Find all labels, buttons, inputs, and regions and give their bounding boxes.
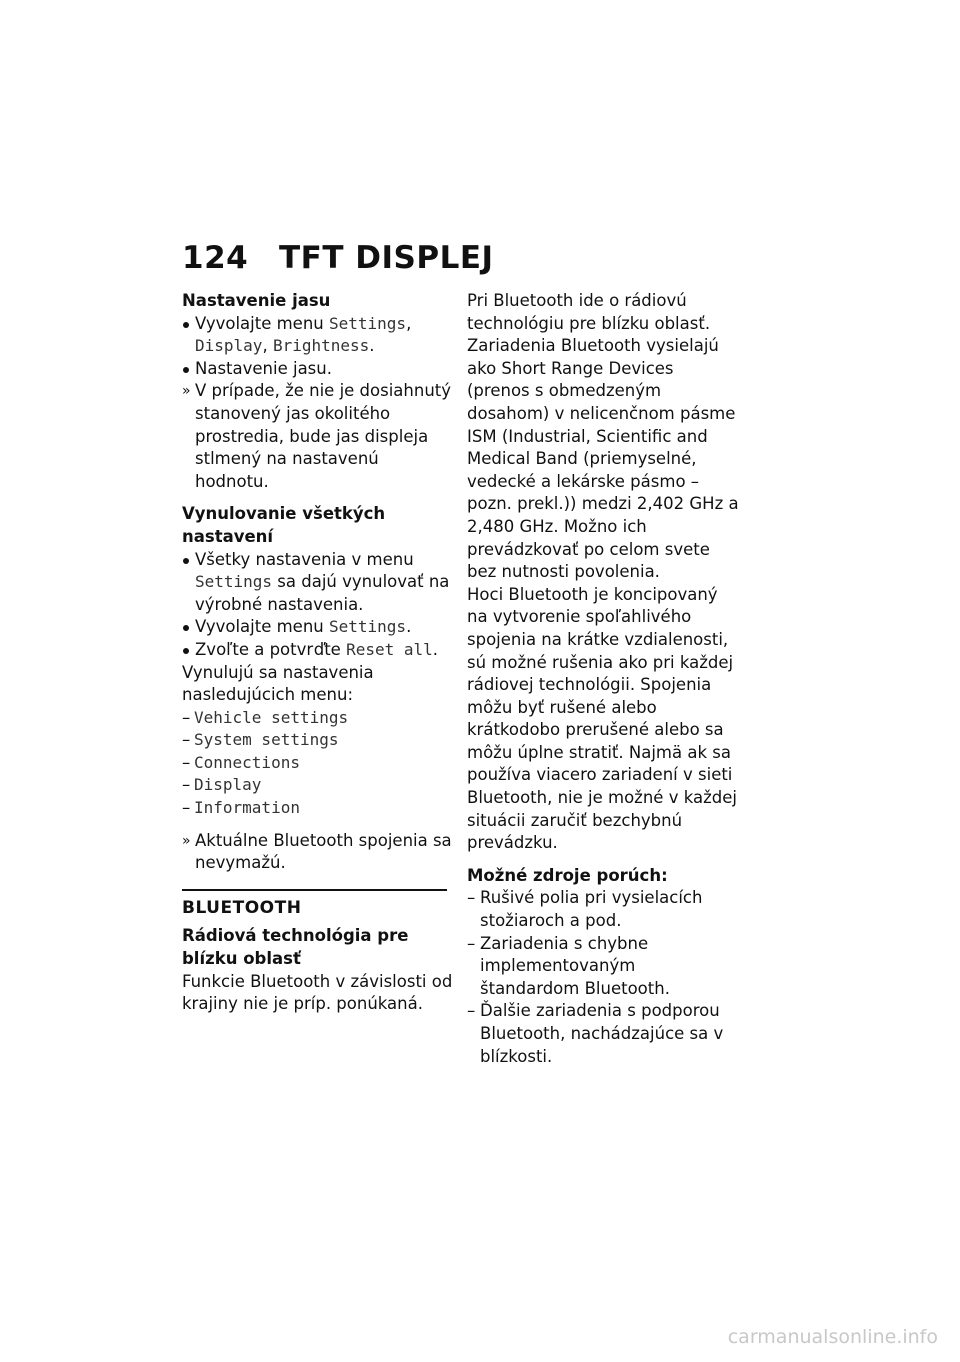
menu-path-settings: Settings bbox=[195, 572, 273, 592]
chapter-title: TFT DISPLEJ bbox=[279, 240, 494, 276]
menu-list-item: – Information bbox=[182, 798, 300, 818]
bluetooth-subtitle: Rádiová technológia pre blízku oblasť bbox=[182, 926, 409, 969]
bluetooth-paragraph-2: Hoci Bluetooth je koncipovaný na vytvorenie spoľahlivého spojenia na krátke vzdialenosti, sú možné rušenia ako pri každej rádiovej technológii. Spojenia môžu byť rušené alebo krátkodobo prerušené alebo sa môžu úplne stratiť. Najmä ak sa používa viacero zariadení v sieti Bluetooth, nie je možné v každej situácii zaručiť bezchybnú prevádzku. bbox=[467, 584, 737, 853]
menu-list-item: – Vehicle settings bbox=[182, 707, 349, 727]
reset-heading: Vynulovanie všetkých nastavení bbox=[182, 504, 386, 546]
watermark: carmanualsonline.info bbox=[727, 1326, 938, 1348]
menu-path-reset-all: Reset all bbox=[346, 639, 433, 659]
reset-step-1: Všetky nastavenia v menu Settings sa dajú vynulovať na výrobné nastavenia. bbox=[195, 549, 450, 614]
menu-path-settings: Settings bbox=[329, 617, 407, 637]
fault-item: – Ďalšie zariadenia s podporou Bluetooth, nachádzajúce sa v blízkosti. bbox=[467, 1001, 724, 1066]
menu-path-brightness: Brightness bbox=[272, 336, 370, 356]
menu-list-item: – System settings bbox=[182, 730, 339, 750]
page-header bbox=[182, 240, 494, 276]
brightness-step-1: Vyvolajte menu Settings, Display, Brightness. bbox=[195, 313, 412, 356]
bluetooth-availability-text: Funkcie Bluetooth v závislosti od krajiny nie je príp. ponúkaná. bbox=[182, 971, 453, 1014]
menu-list-item: – Display bbox=[182, 775, 262, 795]
menu-path-display: Display bbox=[195, 336, 263, 356]
note-arrow-icon: » bbox=[182, 383, 191, 400]
section-divider bbox=[182, 889, 447, 891]
left-column bbox=[182, 290, 454, 1016]
menu-list-item: – Connections bbox=[182, 752, 300, 772]
right-column bbox=[467, 290, 739, 1068]
brightness-step-2: Nastavenie jasu. bbox=[195, 358, 332, 378]
menu-path-settings: Settings bbox=[329, 313, 407, 333]
faults-heading: Možné zdroje porúch: bbox=[467, 865, 668, 885]
reset-intro: Vynulujú sa nastavenia nasledujúcich menu: bbox=[182, 662, 374, 705]
fault-item: – Zariadenia s chybne implementovaným štandardom Bluetooth. bbox=[467, 933, 670, 998]
reset-note: » Aktuálne Bluetooth spojenia sa nevymažú. bbox=[182, 830, 452, 873]
page-number: 124 bbox=[182, 240, 249, 276]
fault-item: – Rušivé polia pri vysielacích stožiaroch a pod. bbox=[467, 888, 703, 931]
reset-step-3: Zvoľte a potvrďte Reset all. bbox=[195, 639, 439, 659]
reset-step-2: Vyvolajte menu Settings. bbox=[195, 617, 412, 637]
bluetooth-section-title: BLUETOOTH bbox=[182, 897, 302, 918]
brightness-heading: Nastavenie jasu bbox=[182, 291, 331, 310]
bluetooth-paragraph-1: Pri Bluetooth ide o rádiovú technológiu pre blízku oblasť. Zariadenia Bluetooth vysielajú ako Short Range Devices (prenos s obmedzeným dosahom) v nelicenčnom pásme ISM (Industrial, Scientific and Medical Band (priemyselné, vedecké a lekárske pásmo – pozn. prekl.)) medzi 2,402 GHz a 2,480 GHz. Možno ich prevádzkovať po celom svete bez nutnosti povolenia. bbox=[467, 291, 739, 582]
note-arrow-icon: » bbox=[182, 832, 191, 849]
brightness-note: » V prípade, že nie je dosiahnutý stanovený jas okolitého prostredia, bude jas displeja stlmený na nastavenú hodnotu. bbox=[182, 381, 452, 491]
